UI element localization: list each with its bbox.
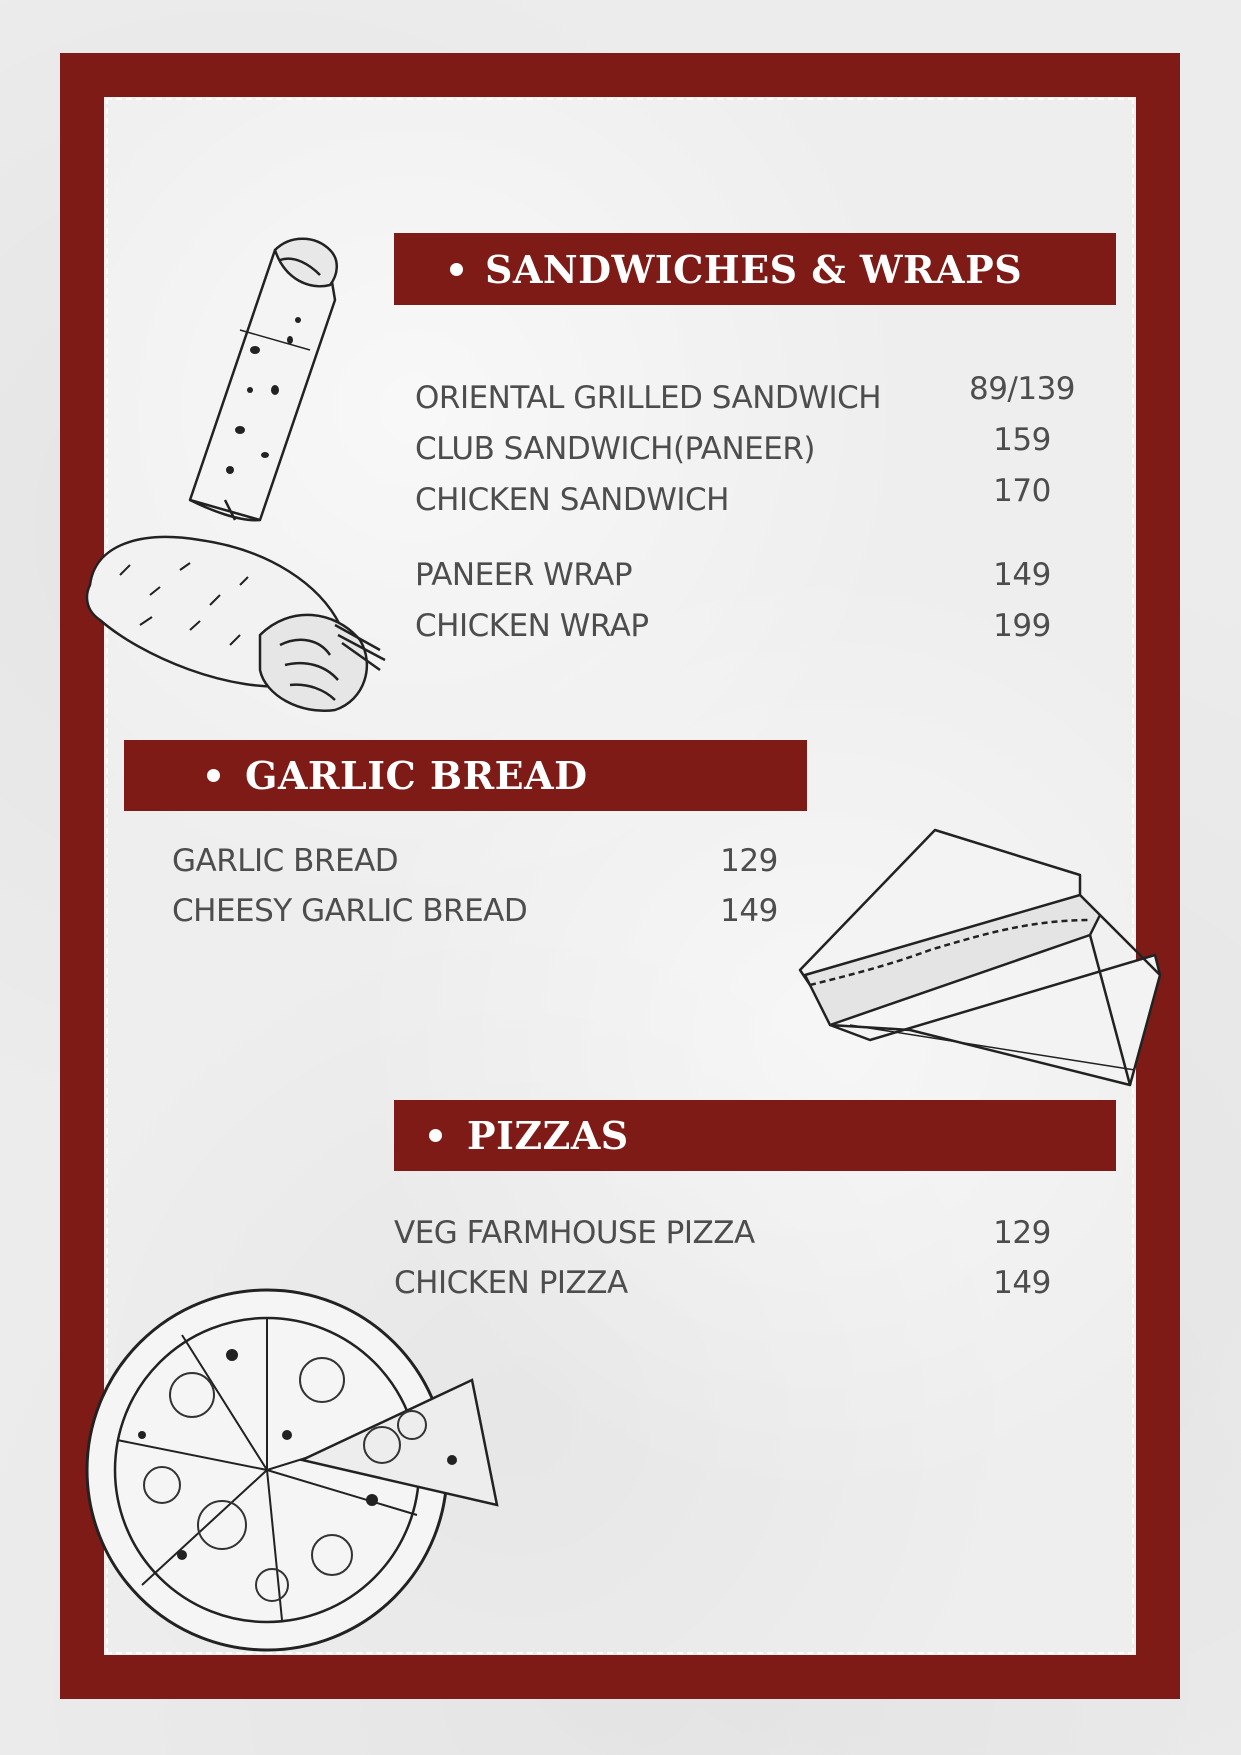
menu-item-price: 129	[993, 1215, 1051, 1251]
menu-item	[415, 608, 1077, 644]
bullet-icon	[450, 263, 463, 276]
menu-item	[394, 1265, 1077, 1301]
menu-item-name: CHEESY GARLIC BREAD	[172, 893, 528, 929]
menu-item	[394, 1215, 1077, 1251]
menu-item-name: CLUB SANDWICH(PANEER)	[415, 431, 815, 467]
section-banner-sandwiches-wraps	[394, 233, 1116, 305]
section-title: PIZZAS	[467, 1113, 629, 1158]
menu-item-price: 149	[720, 893, 778, 929]
menu-item-price: 149	[993, 557, 1051, 593]
bullet-icon	[207, 769, 220, 782]
menu-item	[172, 893, 804, 929]
wrap-illustration	[180, 230, 370, 530]
menu-item-price: 159	[993, 422, 1051, 458]
menu-item-name: VEG FARMHOUSE PIZZA	[394, 1215, 755, 1251]
menu-item-name: ORIENTAL GRILLED SANDWICH	[415, 380, 882, 416]
menu-item-price: 149	[993, 1265, 1051, 1301]
menu-item-price: 199	[993, 608, 1051, 644]
menu-item-name: CHICKEN SANDWICH	[415, 482, 729, 518]
menu-item-name: CHICKEN WRAP	[415, 608, 649, 644]
menu-item	[415, 422, 1077, 467]
pizza-illustration	[82, 1285, 502, 1655]
sandwich-illustration	[790, 825, 1170, 1095]
burrito-illustration	[80, 525, 395, 725]
section-title: GARLIC BREAD	[245, 753, 588, 798]
menu-item	[415, 371, 1077, 416]
menu-item-price: 89/139	[968, 371, 1076, 407]
section-banner-pizzas	[394, 1100, 1116, 1171]
menu-item-price: 170	[993, 473, 1051, 509]
menu-item	[415, 473, 1077, 518]
menu-item-name: PANEER WRAP	[415, 557, 633, 593]
section-title: SANDWICHES & WRAPS	[485, 246, 1023, 292]
menu-item	[172, 843, 804, 879]
bullet-icon	[429, 1129, 442, 1142]
menu-item-name: GARLIC BREAD	[172, 843, 399, 879]
menu-item	[415, 557, 1077, 593]
section-banner-garlic-bread	[124, 740, 807, 811]
menu-item-price: 129	[720, 843, 778, 879]
menu-item-name: CHICKEN PIZZA	[394, 1265, 628, 1301]
